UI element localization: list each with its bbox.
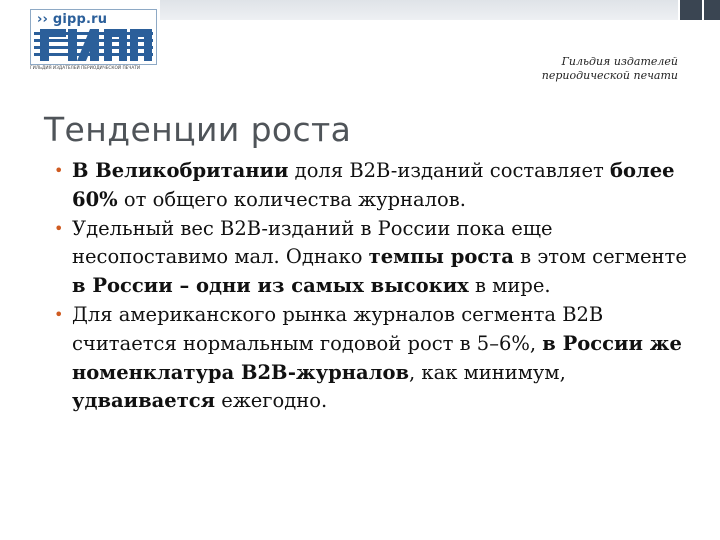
bullet-text-bold: более 60% bbox=[72, 159, 675, 211]
bullet-text-bold: в России – одни из самых высоких bbox=[72, 274, 469, 298]
bullet-text: доля B2B-изданий составляет bbox=[288, 159, 610, 182]
header-band-dark-block bbox=[704, 0, 720, 20]
bullet-dot-icon: • bbox=[54, 304, 64, 324]
logo-url-text: ›› gipp.ru bbox=[37, 12, 108, 27]
bullet-dot-icon: • bbox=[54, 218, 64, 238]
bullet-text-bold: удваивается bbox=[72, 389, 216, 413]
bullet-item bbox=[52, 215, 692, 301]
bullet-list bbox=[52, 157, 692, 416]
bullet-text: ежегодно. bbox=[215, 389, 328, 413]
bullet-item bbox=[52, 157, 692, 215]
bullet-dot-icon: • bbox=[54, 161, 64, 180]
bullet-text-bold: в России же номенклатура B2B-журналов bbox=[72, 331, 682, 384]
gipp-logo bbox=[30, 9, 160, 72]
bullet-text: Для американского рынка журналов сегмента B2B считается нормальным годовой рост в 5–6%, bbox=[72, 302, 604, 355]
header-band bbox=[160, 0, 720, 20]
guild-name bbox=[542, 55, 678, 83]
gipp-logo-mark-icon bbox=[34, 29, 153, 61]
bullet-text: в этом сегменте bbox=[513, 245, 687, 269]
guild-name-line: периодической печати bbox=[541, 69, 678, 82]
bullet-text: , как минимум, bbox=[409, 360, 566, 384]
logo-frame bbox=[30, 9, 157, 65]
header-band-dark-block bbox=[680, 0, 702, 20]
bullet-text-bold: темпы роста bbox=[368, 245, 514, 269]
guild-name-line: Гильдия издателей bbox=[561, 55, 678, 68]
bullet-item bbox=[52, 301, 692, 416]
bullet-text: от общего количества журналов. bbox=[117, 187, 466, 211]
slide-title: Тенденции роста bbox=[44, 110, 352, 150]
bullet-text: Удельный вес B2B-изданий в России пока еще несопоставимо мал. Однако bbox=[72, 216, 553, 269]
bullet-text: в мире. bbox=[468, 274, 551, 298]
logo-caption: ГИЛЬДИЯ ИЗДАТЕЛЕЙ ПЕРИОДИЧЕСКОЙ ПЕЧАТИ bbox=[30, 66, 141, 71]
bullet-text-bold: В Великобритании bbox=[72, 159, 289, 182]
header-band-light bbox=[160, 0, 678, 20]
